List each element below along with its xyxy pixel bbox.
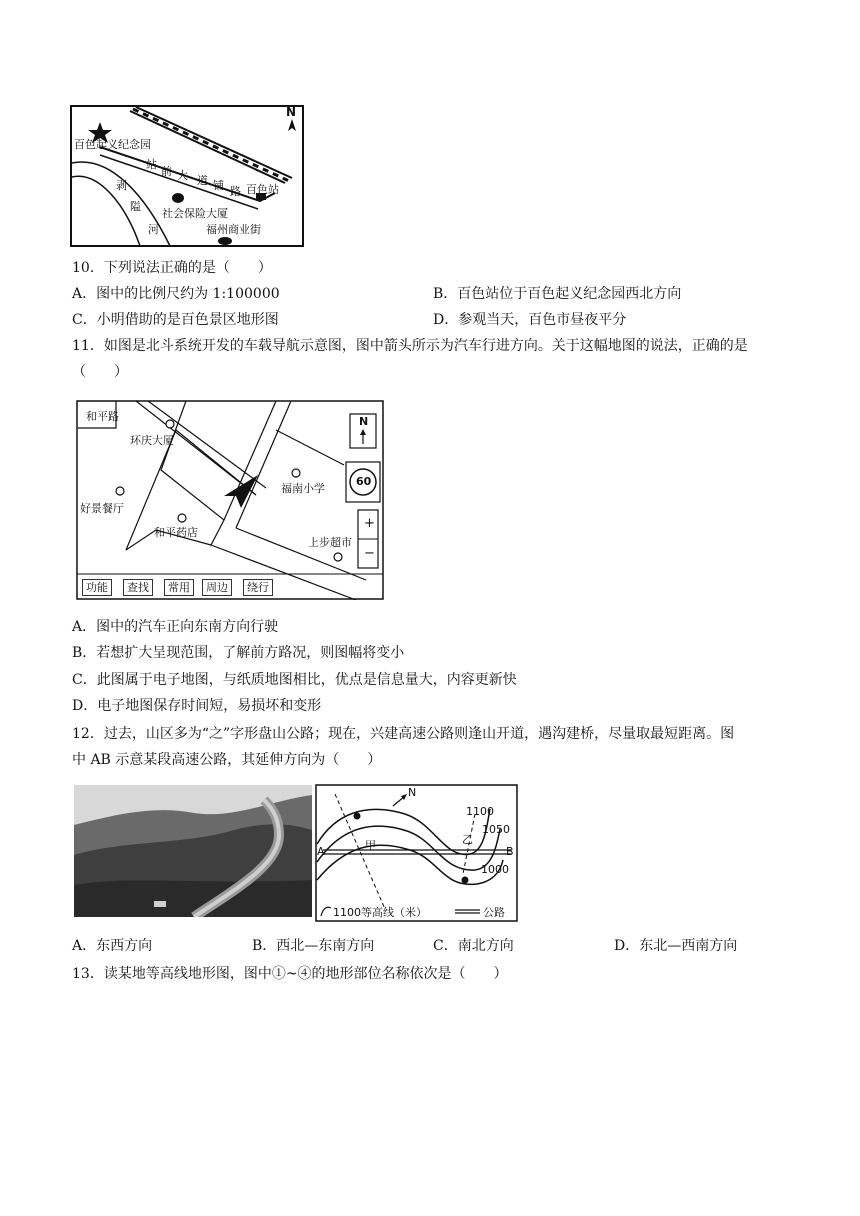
road-char-2: 前	[161, 165, 172, 178]
q12-stem-line1: 12．过去，山区多为“之”字形盘山公路；现在，兴建高速公路则逢山开道，遇沟建桥，尽量取最短距离。图	[72, 726, 735, 742]
contour-map	[315, 784, 518, 922]
heping-road-label: 和平路	[86, 410, 119, 423]
jia-label: 甲	[365, 839, 376, 852]
navigation-map	[76, 400, 384, 600]
station-label: 百色站	[246, 183, 279, 196]
zoom-out-button[interactable]: −	[364, 546, 375, 561]
contour-1050-label: 1050	[482, 823, 510, 836]
highway-photo	[74, 785, 312, 917]
contour-north-label: N	[408, 786, 417, 799]
road-char-1: 站	[146, 158, 157, 171]
baise-map	[70, 105, 304, 247]
road-char-4: 道	[197, 174, 208, 187]
insurance-label: 社会保险大厦	[162, 207, 228, 220]
compass-north-label: N	[359, 415, 369, 428]
river-char-1: 剥	[116, 179, 127, 192]
q12-option-a: A．东西方向	[72, 938, 153, 954]
q11-option-d: D．电子地图保存时间短，易损坏和变形	[72, 698, 322, 714]
q11-stem-line2: （ ）	[72, 364, 128, 380]
q10-option-a: A．图中的比例尺约为 1:100000	[72, 286, 280, 302]
legend-road-label: 公路	[483, 906, 505, 919]
contour-1000-label: 1000	[481, 863, 509, 876]
q12-option-c: C．南北方向	[433, 938, 514, 954]
q10-stem: 10．下列说法正确的是（ ）	[72, 260, 272, 276]
q10-option-c: C．小明借助的是百色景区地形图	[72, 312, 279, 328]
memorial-label: 百色起义纪念园	[74, 138, 151, 151]
road-char-3: 大	[177, 169, 188, 182]
nearby-button[interactable]: 周边	[202, 579, 232, 596]
river-char-3: 河	[148, 223, 159, 236]
detour-button[interactable]: 绕行	[243, 579, 273, 596]
huanqing-label: 环庆大厦	[130, 434, 174, 447]
legend-contour-label: 1100等高线（米）	[333, 906, 427, 919]
speed-limit-label: 60	[356, 475, 372, 488]
q11-option-a: A．图中的汽车正向东南方向行驶	[72, 619, 279, 635]
q11-stem-line1: 11．如图是北斗系统开发的车载导航示意图，图中箭头所示为汽车行进方向。关于这幅地图的说法，正确的是	[72, 338, 748, 354]
yi-label: 乙	[462, 833, 473, 846]
q12-stem-line2: 中 AB 示意某段高速公路，其延伸方向为（ ）	[72, 752, 382, 768]
north-label: N	[286, 105, 297, 119]
road-char-6: 路	[230, 185, 241, 198]
q12-option-b: B．西北—东南方向	[252, 938, 375, 954]
shangbu-label: 上步超市	[308, 536, 352, 549]
search-button[interactable]: 查找	[123, 579, 153, 596]
heping-pharmacy-label: 和平药店	[154, 526, 198, 539]
point-b-label: B	[506, 845, 514, 858]
contour-1100-label: 1100	[466, 805, 494, 818]
q13-stem: 13．读某地等高线地形图，图中①~④的地形部位名称依次是（ ）	[72, 966, 508, 982]
function-button[interactable]: 功能	[82, 579, 112, 596]
q10-option-d: D．参观当天，百色市昼夜平分	[433, 312, 627, 328]
q11-option-b: B．若想扩大呈现范围，了解前方路况，则图幅将变小	[72, 645, 405, 661]
haojing-label: 好景餐厅	[80, 502, 124, 515]
q12-option-d: D．东北—西南方向	[614, 938, 738, 954]
zoom-in-button[interactable]: +	[364, 516, 375, 531]
point-a-label: A	[317, 845, 325, 858]
road-char-5: 铺	[213, 179, 224, 192]
funan-label: 福南小学	[281, 482, 325, 495]
q10-option-b: B．百色站位于百色起义纪念园西北方向	[433, 286, 682, 302]
q11-option-c: C．此图属于电子地图，与纸质地图相比，优点是信息量大，内容更新快	[72, 672, 517, 688]
common-button[interactable]: 常用	[164, 579, 194, 596]
fuzhou-label: 福州商业街	[206, 223, 261, 236]
river-char-2: 隘	[130, 200, 141, 213]
highway-photo-svg	[74, 785, 312, 917]
